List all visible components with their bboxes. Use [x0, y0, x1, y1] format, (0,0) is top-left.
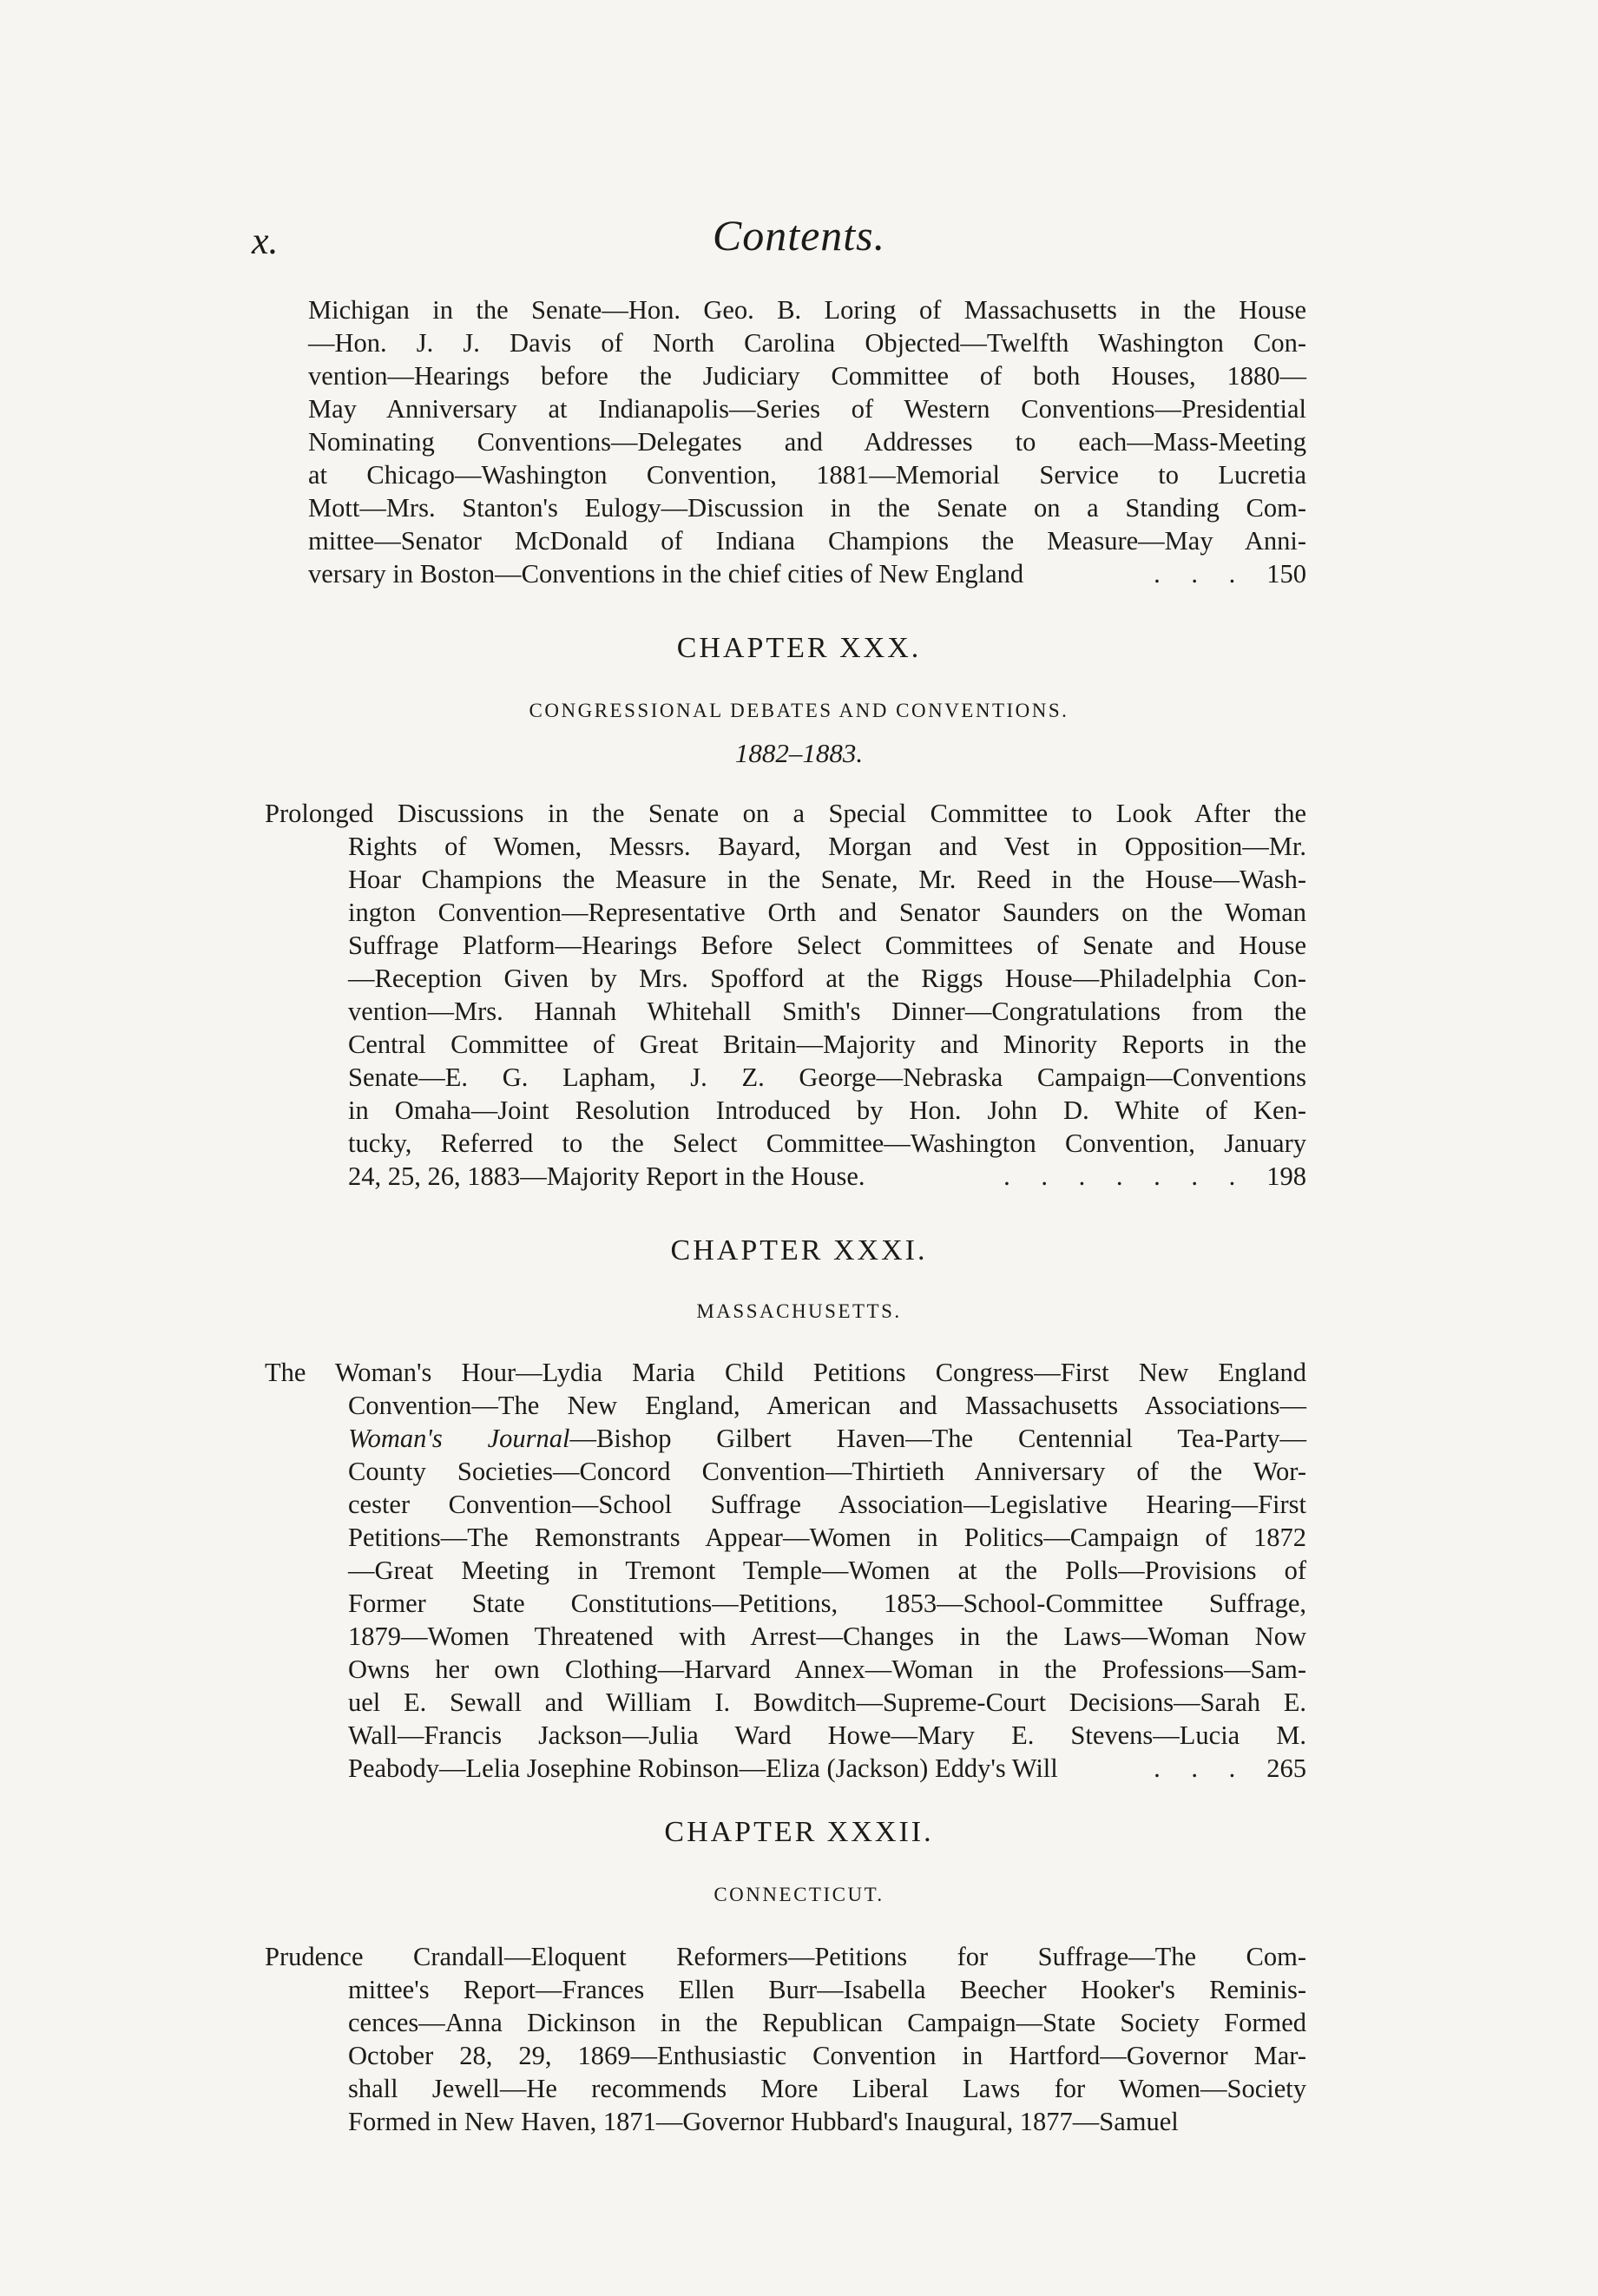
running-head: Contents. [712, 211, 886, 260]
toc-line [348, 863, 1306, 896]
toc-line-text: Former State Constitutions—Petitions, 1853—School-Committee Suffrage, [348, 1589, 1306, 1618]
chapter-subtitle: CONNECTICUT. [714, 1884, 884, 1905]
toc-line-text: —Hon. J. J. Davis of North Carolina Objected—Twelfth Washington Con- [308, 328, 1306, 358]
toc-line-text: Petitions—The Remonstrants Appear—Women in Politics—Campaign of 1872 [348, 1523, 1306, 1552]
leader-dots: . . . [1154, 1753, 1248, 1783]
toc-line [265, 1940, 1306, 1973]
toc-line-text: 24, 25, 26, 1883—Majority Report in the House. [348, 1161, 865, 1191]
chapter-subtitle: MASSACHUSETTS. [696, 1300, 902, 1322]
toc-line [308, 491, 1306, 524]
toc-line [348, 830, 1306, 863]
toc-line-text: ington Convention—Representative Orth and Senator Saunders on the Woman [348, 898, 1306, 927]
toc-line-text: Owns her own Clothing—Harvard Annex—Woman in the Professions—Sam- [348, 1655, 1306, 1684]
chapter-subtitle: CONGRESSIONAL DEBATES AND CONVENTIONS. [529, 700, 1069, 721]
toc-line [348, 1422, 1306, 1455]
toc-line [348, 1719, 1306, 1752]
toc-line-text: Prolonged Discussions in the Senate on a Special Committee to Look After the [265, 799, 1306, 828]
toc-line-text: Suffrage Platform—Hearings Before Select Committees of Senate and House [348, 931, 1306, 960]
toc-line-text: Convention—The New England, American and Massachusetts Associations— [348, 1391, 1306, 1420]
toc-line [265, 1356, 1306, 1389]
toc-line [308, 392, 1306, 425]
toc-line [348, 1094, 1306, 1127]
toc-line [348, 2072, 1306, 2105]
page-number: x. [252, 220, 279, 262]
page-ref: 150 [1266, 559, 1306, 589]
chapter-years: 1882–1883. [734, 738, 864, 768]
toc-line-text: May Anniversary at Indianapolis—Series of Western Conventions—Presidential [308, 394, 1306, 424]
leader-dots: . . . . . . . [1003, 1161, 1248, 1191]
toc-line-text: Central Committee of Great Britain—Majority and Minority Reports in the [348, 1030, 1306, 1059]
toc-line [308, 557, 1306, 590]
toc-line-text: vention—Hearings before the Judiciary Committee of both Houses, 1880— [308, 361, 1306, 391]
toc-line-text: Prudence Crandall—Eloquent Reformers—Petitions for Suffrage—The Com- [265, 1942, 1306, 1971]
toc-line [308, 458, 1306, 491]
toc-line [308, 293, 1306, 326]
toc-line [348, 929, 1306, 962]
toc-line-text: tucky, Referred to the Select Committee—Washington Convention, January [348, 1128, 1306, 1158]
toc-line-text: The Woman's Hour—Lydia Maria Child Petitions Congress—First New England [265, 1358, 1306, 1387]
toc-line [308, 425, 1306, 458]
toc-line-text: —Great Meeting in Tremont Temple—Women at the Polls—Provisions of [348, 1556, 1306, 1585]
toc-line [308, 524, 1306, 557]
chapter-heading: CHAPTER XXXII. [664, 1816, 934, 1848]
toc-line [348, 1488, 1306, 1521]
toc-line-text: —Reception Given by Mrs. Spofford at the Riggs House—Philadelphia Con- [348, 964, 1306, 993]
toc-line [308, 326, 1306, 359]
toc-line-text: Michigan in the Senate—Hon. Geo. B. Loring of Massachusetts in the House [308, 295, 1306, 325]
toc-line-text: Wall—Francis Jackson—Julia Ward Howe—Mary E. Stevens—Lucia M. [348, 1720, 1306, 1750]
toc-line-text: mittee's Report—Frances Ellen Burr—Isabella Beecher Hooker's Reminis- [348, 1975, 1306, 2004]
toc-line [348, 1455, 1306, 1488]
toc-entry [265, 1356, 1306, 1785]
toc-line-text: versary in Boston—Conventions in the chief cities of New England [308, 559, 1024, 589]
toc-line [308, 359, 1306, 392]
toc-line [348, 1127, 1306, 1160]
toc-line [348, 1653, 1306, 1686]
toc-line-text: cester Convention—School Suffrage Association—Legislative Hearing—First [348, 1490, 1306, 1519]
page-ref: 198 [1266, 1161, 1306, 1191]
toc-line [348, 1973, 1306, 2006]
toc-line [348, 995, 1306, 1028]
toc-line-text: in Omaha—Joint Resolution Introduced by Hon. John D. White of Ken- [348, 1095, 1306, 1125]
toc-line [348, 962, 1306, 995]
toc-line-text: Peabody—Lelia Josephine Robinson—Eliza (Jackson) Eddy's Will [348, 1753, 1058, 1783]
toc-line [348, 2105, 1306, 2138]
page-ref: 265 [1266, 1753, 1306, 1783]
toc-line-text: Woman's Journal—Bishop Gilbert Haven—The Centennial Tea-Party— [348, 1424, 1306, 1453]
toc-entry-continued [308, 293, 1306, 590]
toc-line [348, 1620, 1306, 1653]
toc-line-text: shall Jewell—He recommends More Liberal Laws for Women—Society [348, 2074, 1306, 2103]
toc-line [348, 1028, 1306, 1061]
toc-line-text: October 28, 29, 1869—Enthusiastic Convention in Hartford—Governor Mar- [348, 2041, 1306, 2070]
leader-dots: . . . [1154, 559, 1248, 589]
toc-line-text: County Societies—Concord Convention—Thirtieth Anniversary of the Wor- [348, 1457, 1306, 1486]
toc-line [348, 1389, 1306, 1422]
toc-line-text: Nominating Conventions—Delegates and Addresses to each—Mass-Meeting [308, 427, 1306, 457]
toc-line [348, 2006, 1306, 2039]
toc-line-text: uel E. Sewall and William I. Bowditch—Supreme-Court Decisions—Sarah E. [348, 1687, 1306, 1717]
toc-line [348, 1587, 1306, 1620]
toc-line [348, 1521, 1306, 1554]
toc-line [348, 1752, 1306, 1785]
toc-line-text: Rights of Women, Messrs. Bayard, Morgan and Vest in Opposition—Mr. [348, 832, 1306, 861]
toc-line [348, 896, 1306, 929]
toc-entry [265, 797, 1306, 1193]
toc-entry [265, 1940, 1306, 2138]
toc-line-text: 1879—Women Threatened with Arrest—Changes in the Laws—Woman Now [348, 1622, 1306, 1651]
toc-line [265, 797, 1306, 830]
toc-line-text: Mott—Mrs. Stanton's Eulogy—Discussion in the Senate on a Standing Com- [308, 493, 1306, 523]
toc-line-text: Formed in New Haven, 1871—Governor Hubbard's Inaugural, 1877—Samuel [348, 2107, 1179, 2136]
toc-line-text: vention—Mrs. Hannah Whitehall Smith's Dinner—Congratulations from the [348, 997, 1306, 1026]
toc-line [348, 1554, 1306, 1587]
toc-line-text: mittee—Senator McDonald of Indiana Champions the Measure—May Anni- [308, 526, 1306, 556]
toc-line [348, 1686, 1306, 1719]
toc-line-text: cences—Anna Dickinson in the Republican Campaign—State Society Formed [348, 2008, 1306, 2037]
toc-line [348, 1160, 1306, 1193]
chapter-heading: CHAPTER XXXI. [670, 1234, 928, 1266]
toc-line-text: Hoar Champions the Measure in the Senate, Mr. Reed in the House—Wash- [348, 865, 1306, 894]
chapter-heading: CHAPTER XXX. [676, 632, 922, 664]
toc-line-text: Senate—E. G. Lapham, J. Z. George—Nebraska Campaign—Conventions [348, 1062, 1306, 1092]
toc-line [348, 1061, 1306, 1094]
toc-line [348, 2039, 1306, 2072]
toc-line-text: at Chicago—Washington Convention, 1881—Memorial Service to Lucretia [308, 460, 1306, 490]
